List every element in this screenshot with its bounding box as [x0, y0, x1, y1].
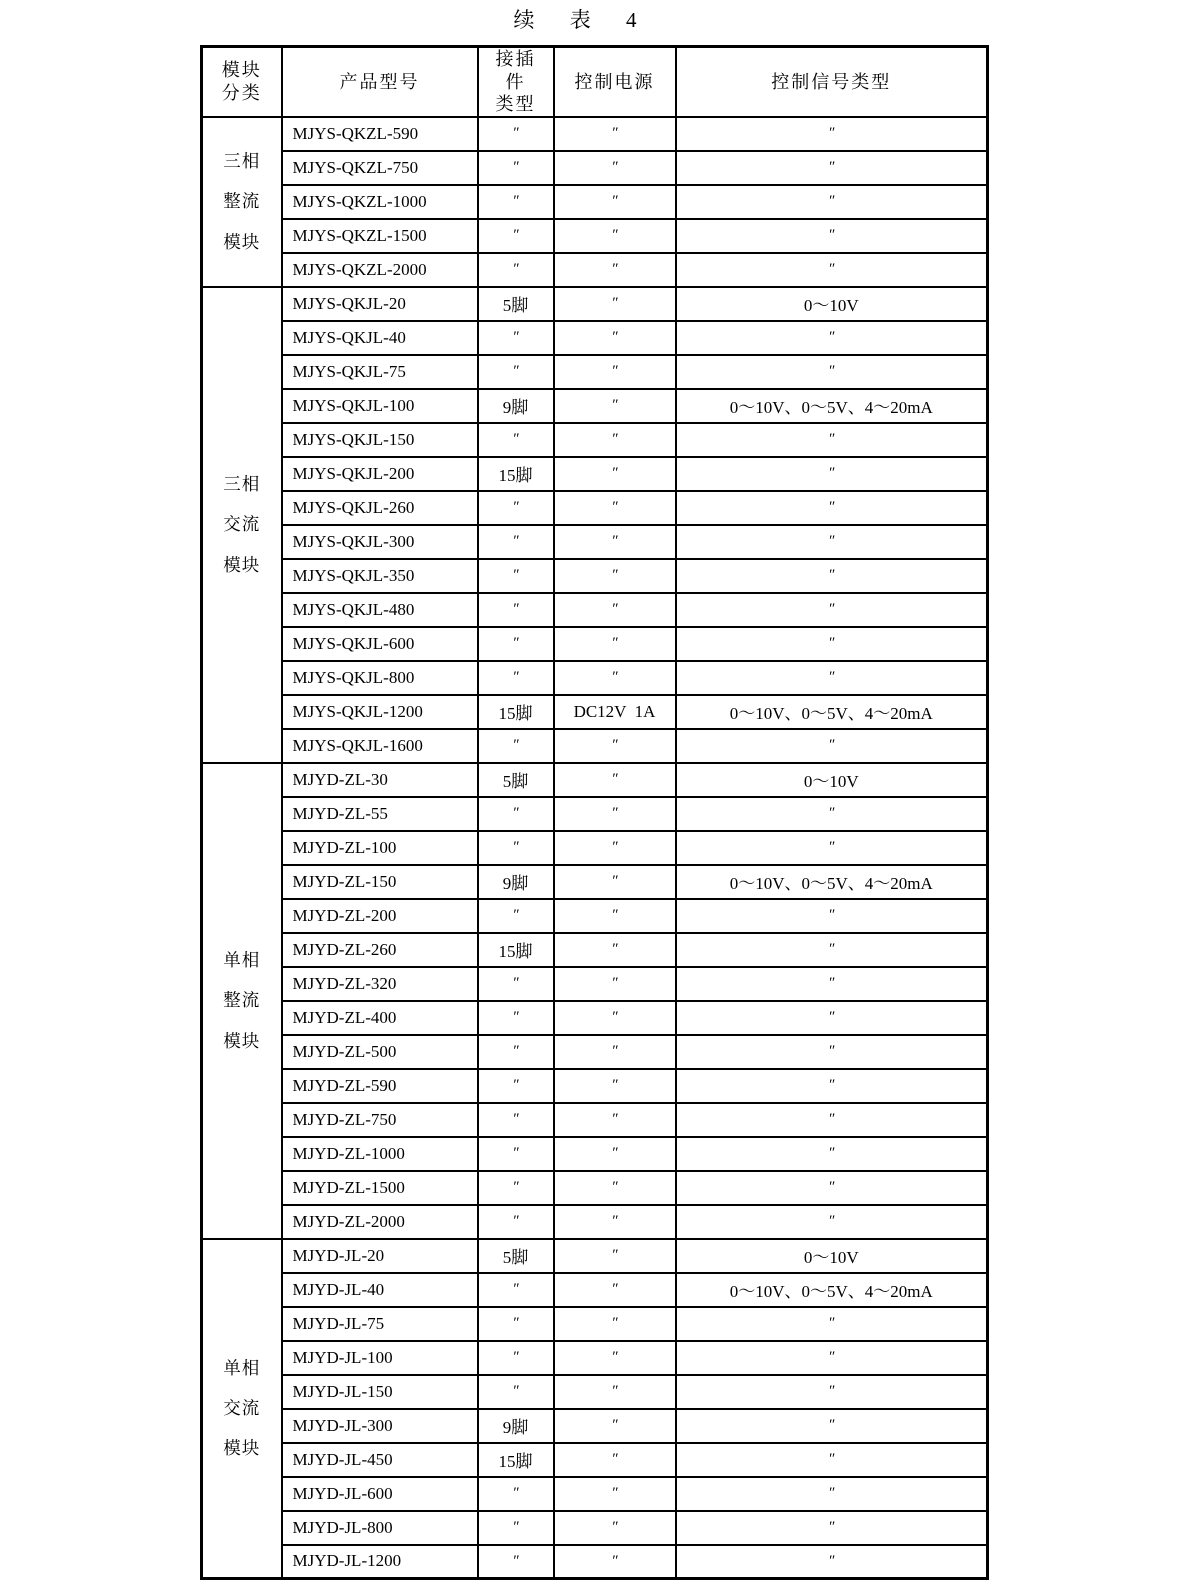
control-power-cell: ″ [554, 1205, 676, 1239]
control-power-cell: ″ [554, 661, 676, 695]
control-power-cell: ″ [554, 355, 676, 389]
connector-type-cell: ″ [478, 627, 554, 661]
column-header-line: 接插 [495, 49, 536, 69]
table-row [202, 423, 988, 457]
product-model-cell: MJYS-QKJL-300 [282, 525, 478, 559]
connector-type-cell: ″ [478, 967, 554, 1001]
control-signal-cell: ″ [676, 1341, 988, 1375]
connector-type-cell: ″ [478, 253, 554, 287]
control-power-cell: ″ [554, 423, 676, 457]
category-label-line: 交流 [223, 1398, 261, 1419]
product-model-cell: MJYS-QKJL-480 [282, 593, 478, 627]
table-row [202, 1205, 988, 1239]
connector-type-cell: ″ [478, 1341, 554, 1375]
control-power-cell: ″ [554, 389, 676, 423]
control-power-cell: ″ [554, 899, 676, 933]
column-header-module-category [202, 47, 282, 117]
control-signal-cell: ″ [676, 423, 988, 457]
control-signal-cell: ″ [676, 219, 988, 253]
category-label-line: 模块 [223, 554, 261, 575]
control-power-cell: ″ [554, 1239, 676, 1273]
product-model-cell: MJYD-ZL-400 [282, 1001, 478, 1035]
control-signal-cell: ″ [676, 1477, 988, 1511]
table-row [202, 1137, 988, 1171]
connector-type-cell: 9脚 [478, 865, 554, 899]
table-row [202, 627, 988, 661]
table-row [202, 967, 988, 1001]
product-model-cell: MJYS-QKJL-800 [282, 661, 478, 695]
column-header-line: 控制电源 [574, 71, 655, 92]
connector-type-cell: ″ [478, 1545, 554, 1579]
table-row [202, 1511, 988, 1545]
control-signal-cell: ″ [676, 1443, 988, 1477]
control-signal-cell: 0～10V、0～5V、4～20mA [676, 695, 988, 729]
control-power-cell: ″ [554, 185, 676, 219]
control-power-cell: ″ [554, 1443, 676, 1477]
control-signal-cell: 0～10V [676, 287, 988, 321]
product-model-cell: MJYS-QKZL-750 [282, 151, 478, 185]
control-signal-cell: ″ [676, 933, 988, 967]
product-model-cell: MJYD-ZL-1000 [282, 1137, 478, 1171]
connector-type-cell: ″ [478, 797, 554, 831]
table-row [202, 253, 988, 287]
category-label-line: 模块 [223, 1030, 261, 1051]
column-header-line: 产品型号 [339, 71, 420, 92]
control-signal-cell: ″ [676, 831, 988, 865]
connector-type-cell: 15脚 [478, 1443, 554, 1477]
product-model-cell: MJYD-ZL-2000 [282, 1205, 478, 1239]
product-model-cell: MJYD-JL-600 [282, 1477, 478, 1511]
control-signal-cell: ″ [676, 457, 988, 491]
product-model-cell: MJYS-QKZL-1000 [282, 185, 478, 219]
control-power-cell: ″ [554, 797, 676, 831]
table-row [202, 1103, 988, 1137]
product-model-cell: MJYD-JL-75 [282, 1307, 478, 1341]
control-signal-cell: 0～10V、0～5V、4～20mA [676, 865, 988, 899]
table-row [202, 1443, 988, 1477]
control-signal-cell: ″ [676, 1001, 988, 1035]
control-power-cell: ″ [554, 287, 676, 321]
table-row [202, 933, 988, 967]
connector-type-cell: ″ [478, 219, 554, 253]
table-row [202, 457, 988, 491]
control-signal-cell: ″ [676, 1171, 988, 1205]
connector-type-cell: ″ [478, 559, 554, 593]
control-power-cell: ″ [554, 321, 676, 355]
control-signal-cell: 0～10V [676, 1239, 988, 1273]
control-power-cell: ″ [554, 627, 676, 661]
connector-type-cell: 9脚 [478, 389, 554, 423]
connector-type-cell: ″ [478, 1205, 554, 1239]
table-row [202, 1375, 988, 1409]
product-model-cell: MJYS-QKJL-600 [282, 627, 478, 661]
control-signal-cell: ″ [676, 593, 988, 627]
control-signal-cell: ″ [676, 1103, 988, 1137]
table-row [202, 1035, 988, 1069]
category-label-line: 模块 [223, 231, 261, 252]
connector-type-cell: ″ [478, 1307, 554, 1341]
column-header-connector-type [478, 47, 554, 117]
product-model-cell: MJYD-JL-450 [282, 1443, 478, 1477]
table-row [202, 661, 988, 695]
control-signal-cell: 0～10V [676, 763, 988, 797]
control-power-cell: ″ [554, 1545, 676, 1579]
control-power-cell: DC12V 1A [554, 695, 676, 729]
control-power-cell: ″ [554, 933, 676, 967]
product-model-cell: MJYD-ZL-1500 [282, 1171, 478, 1205]
control-signal-cell: ″ [676, 1545, 988, 1579]
connector-type-cell: ″ [478, 151, 554, 185]
table-row [202, 117, 988, 151]
connector-type-cell: ″ [478, 117, 554, 151]
product-model-cell: MJYS-QKZL-1500 [282, 219, 478, 253]
connector-type-cell: ″ [478, 1069, 554, 1103]
table-row [202, 1239, 988, 1273]
control-signal-cell: ″ [676, 1137, 988, 1171]
control-signal-cell: ″ [676, 1205, 988, 1239]
control-power-cell: ″ [554, 831, 676, 865]
product-model-cell: MJYS-QKJL-150 [282, 423, 478, 457]
control-signal-cell: 0～10V、0～5V、4～20mA [676, 1273, 988, 1307]
product-model-cell: MJYS-QKJL-1600 [282, 729, 478, 763]
control-power-cell: ″ [554, 559, 676, 593]
product-model-cell: MJYS-QKJL-1200 [282, 695, 478, 729]
table-row [202, 321, 988, 355]
control-power-cell: ″ [554, 1375, 676, 1409]
product-model-cell: MJYD-ZL-200 [282, 899, 478, 933]
table-row [202, 831, 988, 865]
table-row [202, 865, 988, 899]
table-row [202, 1477, 988, 1511]
connector-type-cell: ″ [478, 593, 554, 627]
table-row [202, 729, 988, 763]
control-signal-cell: ″ [676, 1409, 988, 1443]
table-row [202, 1545, 988, 1579]
table-row [202, 763, 988, 797]
column-header-line: 分类 [221, 82, 262, 103]
product-model-cell: MJYS-QKJL-40 [282, 321, 478, 355]
connector-type-cell: ″ [478, 1137, 554, 1171]
connector-type-cell: ″ [478, 185, 554, 219]
connector-type-cell: ″ [478, 1103, 554, 1137]
category-cell [202, 763, 282, 1239]
control-power-cell: ″ [554, 151, 676, 185]
product-model-cell: MJYD-JL-150 [282, 1375, 478, 1409]
category-cell [202, 117, 282, 287]
connector-type-cell: ″ [478, 899, 554, 933]
control-signal-cell: ″ [676, 355, 988, 389]
product-model-cell: MJYD-JL-100 [282, 1341, 478, 1375]
control-signal-cell: ″ [676, 117, 988, 151]
control-power-cell: ″ [554, 1001, 676, 1035]
column-header-line: 控制信号类型 [771, 71, 892, 92]
table-row [202, 1001, 988, 1035]
connector-type-cell: 15脚 [478, 695, 554, 729]
table-row [202, 185, 988, 219]
category-label-line: 三相 [223, 151, 261, 172]
control-power-cell: ″ [554, 729, 676, 763]
product-model-cell: MJYD-ZL-260 [282, 933, 478, 967]
category-label-line: 整流 [223, 191, 261, 212]
table-row [202, 797, 988, 831]
category-cell [202, 1239, 282, 1579]
control-signal-cell: ″ [676, 627, 988, 661]
category-label-line: 单相 [223, 1357, 261, 1378]
control-power-cell: ″ [554, 1341, 676, 1375]
control-power-cell: ″ [554, 763, 676, 797]
product-model-cell: MJYD-ZL-500 [282, 1035, 478, 1069]
page-title: 续 表 4 [513, 8, 647, 32]
connector-type-cell: ″ [478, 729, 554, 763]
product-model-cell: MJYD-ZL-30 [282, 763, 478, 797]
connector-type-cell: 15脚 [478, 933, 554, 967]
column-header-control-signal-type [676, 47, 988, 117]
control-signal-cell: ″ [676, 899, 988, 933]
control-power-cell: ″ [554, 1511, 676, 1545]
connector-type-cell: ″ [478, 1273, 554, 1307]
category-cell [202, 287, 282, 763]
control-power-cell: ″ [554, 525, 676, 559]
product-model-cell: MJYD-JL-1200 [282, 1545, 478, 1579]
control-signal-cell: ″ [676, 525, 988, 559]
connector-type-cell: ″ [478, 1511, 554, 1545]
column-header-product-model [282, 47, 478, 117]
product-model-cell: MJYD-ZL-55 [282, 797, 478, 831]
product-model-cell: MJYS-QKJL-100 [282, 389, 478, 423]
table-row [202, 219, 988, 253]
table-row [202, 1069, 988, 1103]
control-power-cell: ″ [554, 865, 676, 899]
control-power-cell: ″ [554, 593, 676, 627]
control-power-cell: ″ [554, 1171, 676, 1205]
table-row [202, 1409, 988, 1443]
connector-type-cell: ″ [478, 831, 554, 865]
table-row [202, 525, 988, 559]
connector-type-cell: ″ [478, 1477, 554, 1511]
column-header-line: 模块 [221, 60, 262, 81]
control-power-cell: ″ [554, 1307, 676, 1341]
column-header-control-power [554, 47, 676, 117]
control-signal-cell: ″ [676, 151, 988, 185]
table-row [202, 695, 988, 729]
table-row [202, 899, 988, 933]
control-signal-cell: 0～10V、0～5V、4～20mA [676, 389, 988, 423]
control-signal-cell: ″ [676, 1069, 988, 1103]
control-power-cell: ″ [554, 457, 676, 491]
table-row [202, 559, 988, 593]
connector-type-cell: ″ [478, 1001, 554, 1035]
connector-type-cell: 5脚 [478, 1239, 554, 1273]
connector-type-cell: 15脚 [478, 457, 554, 491]
product-model-cell: MJYD-ZL-100 [282, 831, 478, 865]
control-power-cell: ″ [554, 117, 676, 151]
table-row [202, 593, 988, 627]
control-power-cell: ″ [554, 1103, 676, 1137]
control-signal-cell: ″ [676, 491, 988, 525]
category-label-line: 交流 [223, 514, 261, 535]
control-power-cell: ″ [554, 1409, 676, 1443]
product-spec-table [200, 45, 989, 1580]
product-model-cell: MJYD-ZL-320 [282, 967, 478, 1001]
column-header-line: 类型 [495, 94, 536, 114]
connector-type-cell: 5脚 [478, 287, 554, 321]
control-signal-cell: ″ [676, 1035, 988, 1069]
connector-type-cell: ″ [478, 661, 554, 695]
control-power-cell: ″ [554, 491, 676, 525]
product-model-cell: MJYD-JL-20 [282, 1239, 478, 1273]
control-signal-cell: ″ [676, 1375, 988, 1409]
control-signal-cell: ″ [676, 185, 988, 219]
control-signal-cell: ″ [676, 1307, 988, 1341]
product-model-cell: MJYS-QKJL-20 [282, 287, 478, 321]
table-row [202, 1341, 988, 1375]
column-header-line: 件 [505, 71, 526, 92]
category-label-line: 模块 [223, 1438, 261, 1459]
control-power-cell: ″ [554, 967, 676, 1001]
control-signal-cell: ″ [676, 661, 988, 695]
connector-type-cell: ″ [478, 355, 554, 389]
connector-type-cell: ″ [478, 1171, 554, 1205]
table-row [202, 1171, 988, 1205]
product-model-cell: MJYD-ZL-590 [282, 1069, 478, 1103]
control-signal-cell: ″ [676, 797, 988, 831]
control-power-cell: ″ [554, 1477, 676, 1511]
control-signal-cell: ″ [676, 253, 988, 287]
connector-type-cell: ″ [478, 321, 554, 355]
category-label-line: 整流 [223, 990, 261, 1011]
connector-type-cell: ″ [478, 525, 554, 559]
product-model-cell: MJYS-QKZL-2000 [282, 253, 478, 287]
product-model-cell: MJYS-QKJL-200 [282, 457, 478, 491]
control-signal-cell: ″ [676, 1511, 988, 1545]
product-model-cell: MJYS-QKZL-590 [282, 117, 478, 151]
connector-type-cell: 9脚 [478, 1409, 554, 1443]
connector-type-cell: ″ [478, 491, 554, 525]
connector-type-cell: ″ [478, 423, 554, 457]
product-model-cell: MJYD-JL-300 [282, 1409, 478, 1443]
product-model-cell: MJYD-ZL-150 [282, 865, 478, 899]
product-model-cell: MJYD-ZL-750 [282, 1103, 478, 1137]
product-model-cell: MJYS-QKJL-260 [282, 491, 478, 525]
table-row [202, 151, 988, 185]
category-label-line: 三相 [223, 474, 261, 495]
table-row [202, 389, 988, 423]
connector-type-cell: ″ [478, 1035, 554, 1069]
control-power-cell: ″ [554, 1137, 676, 1171]
table-row [202, 491, 988, 525]
connector-type-cell: ″ [478, 1375, 554, 1409]
product-model-cell: MJYD-JL-800 [282, 1511, 478, 1545]
control-power-cell: ″ [554, 1069, 676, 1103]
product-model-cell: MJYS-QKJL-75 [282, 355, 478, 389]
control-power-cell: ″ [554, 253, 676, 287]
table-row [202, 1307, 988, 1341]
control-signal-cell: ″ [676, 967, 988, 1001]
table-header-row [202, 47, 988, 117]
control-power-cell: ″ [554, 1035, 676, 1069]
category-label-line: 单相 [223, 950, 261, 971]
table-row [202, 287, 988, 321]
table-row [202, 1273, 988, 1307]
table-row [202, 355, 988, 389]
control-signal-cell: ″ [676, 321, 988, 355]
control-signal-cell: ″ [676, 729, 988, 763]
control-power-cell: ″ [554, 1273, 676, 1307]
connector-type-cell: 5脚 [478, 763, 554, 797]
product-model-cell: MJYD-JL-40 [282, 1273, 478, 1307]
product-model-cell: MJYS-QKJL-350 [282, 559, 478, 593]
control-signal-cell: ″ [676, 559, 988, 593]
control-power-cell: ″ [554, 219, 676, 253]
